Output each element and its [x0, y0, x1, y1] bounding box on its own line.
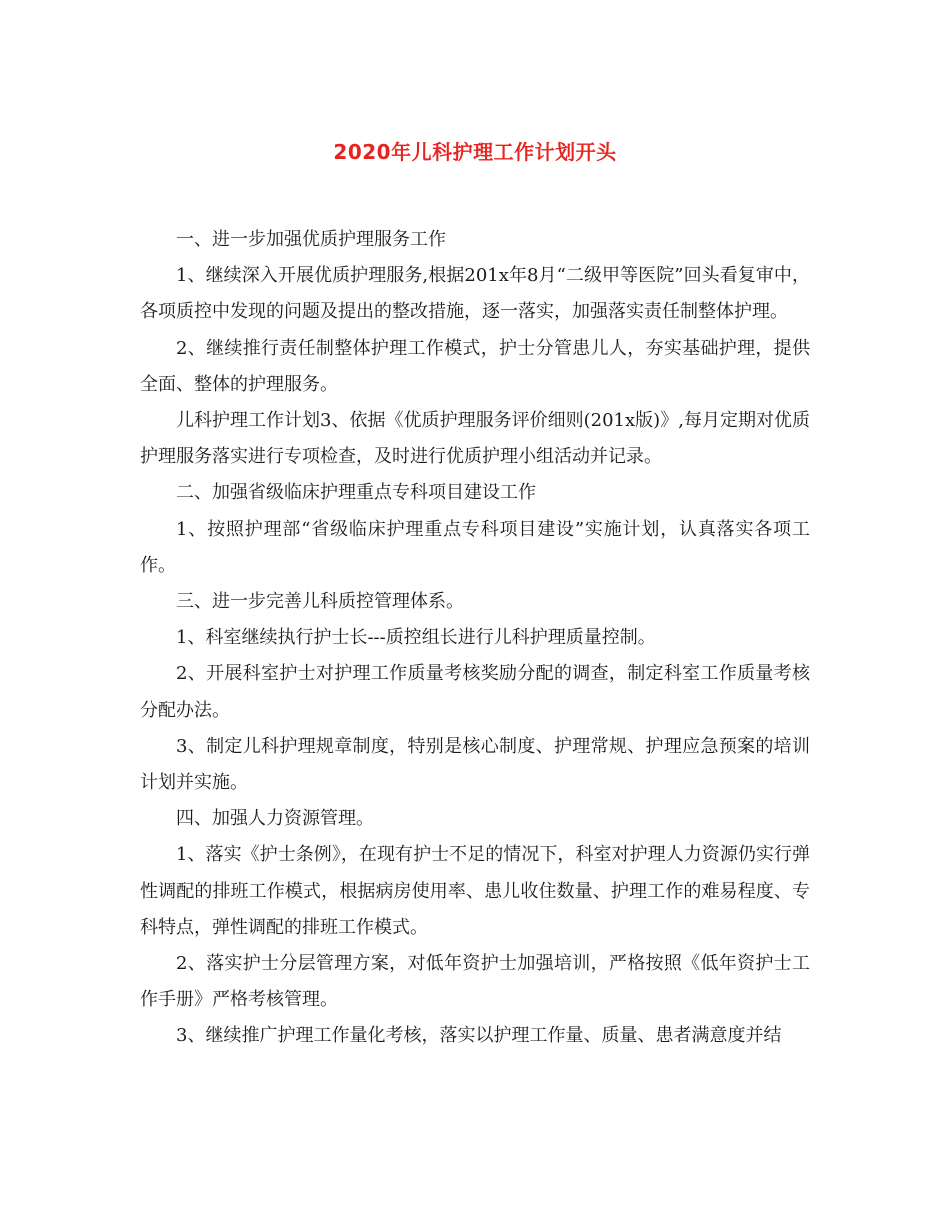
paragraph: 1、按照护理部“省级临床护理重点专科项目建设”实施计划，认真落实各项工作。	[140, 518, 810, 576]
paragraph: 2、继续推行责任制整体护理工作模式，护士分管患儿人，夯实基础护理，提供全面、整体的护理服务。	[140, 337, 810, 395]
paragraph: 儿科护理工作计划3、依据《优质护理服务评价细则(201x版)》,每月定期对优质护理服务落实进行专项检查，及时进行优质护理小组活动并记录。	[140, 410, 810, 468]
section-heading-2: 二、加强省级临床护理重点专科项目建设工作	[176, 482, 536, 504]
paragraph: 3、继续推广护理工作量化考核，落实以护理工作量、质量、患者满意度并结	[176, 1025, 782, 1047]
document-title: 2020年儿科护理工作计划开头	[333, 140, 617, 164]
paragraph: 1、继续深入开展优质护理服务,根据201x年8月“二级甲等医院”回头看复审中，各项质控中发现的问题及提出的整改措施，逐一落实，加强落实责任制整体护理。	[140, 265, 810, 323]
paragraph: 2、开展科室护士对护理工作质量考核奖励分配的调查，制定科室工作质量考核分配办法。	[140, 663, 810, 721]
paragraph: 2、落实护士分层管理方案，对低年资护士加强培训，严格按照《低年资护士工作手册》严格考核管理。	[140, 953, 810, 1011]
paragraph: 1、落实《护士条例》，在现有护士不足的情况下，科室对护理人力资源仍实行弹性调配的排班工作模式，根据病房使用率、患儿收住数量、护理工作的难易程度、专科特点，弹性调配的排班工作模式。	[140, 844, 810, 938]
document-body	[140, 222, 810, 1055]
paragraph: 1、科室继续执行护士长---质控组长进行儿科护理质量控制。	[176, 627, 656, 649]
section-heading-4: 四、加强人力资源管理。	[176, 808, 374, 830]
section-heading-1: 一、进一步加强优质护理服务工作	[176, 229, 446, 250]
paragraph: 3、制定儿科护理规章制度，特别是核心制度、护理常规、护理应急预案的培训计划并实施。	[140, 735, 810, 794]
section-heading-3: 三、进一步完善儿科质控管理体系。	[176, 591, 464, 613]
